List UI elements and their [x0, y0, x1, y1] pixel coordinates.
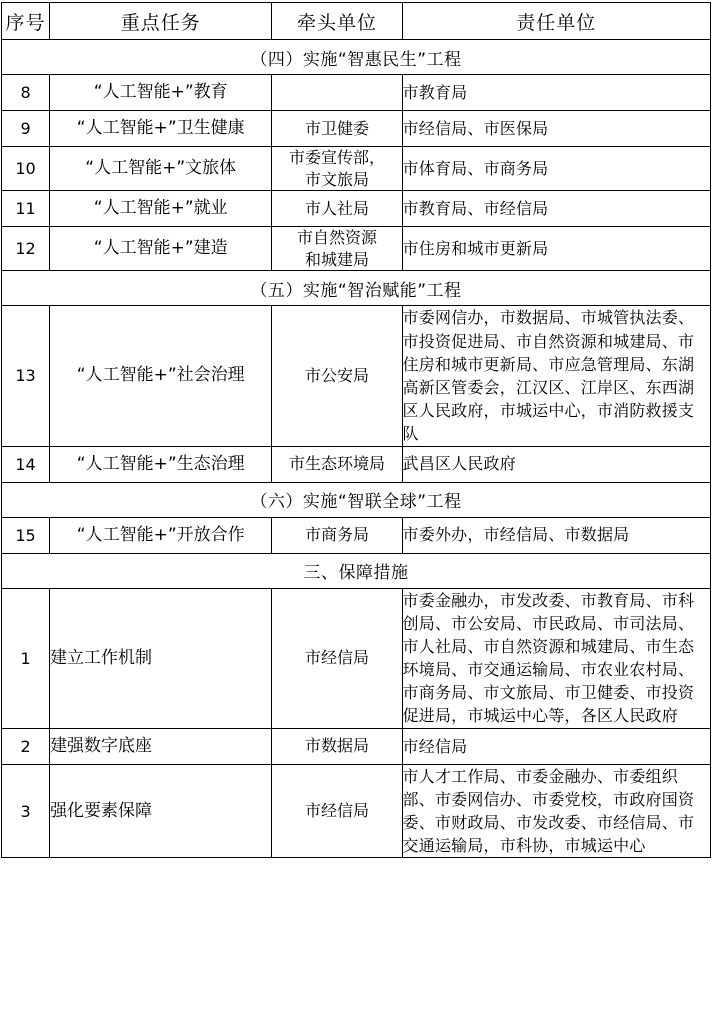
table-section-row: [2, 553, 711, 588]
header-cell-lead: 牵头单位: [272, 3, 402, 40]
table-row: [2, 147, 711, 191]
cell-lead-unit: [272, 75, 402, 111]
cell-sequence-number: 10: [2, 147, 50, 191]
table-row: [2, 75, 711, 111]
cell-responsible-units: 市住房和城市更新局: [402, 227, 710, 271]
header-cell-resp: 责任单位: [402, 3, 710, 40]
cell-sequence-number: 3: [2, 764, 50, 858]
cell-sequence-number: 15: [2, 517, 50, 553]
cell-sequence-number: 11: [2, 191, 50, 227]
table-section-row: [2, 271, 711, 306]
cell-lead-unit: 市经信局: [272, 588, 402, 728]
cell-responsible-units: 市经信局、市医保局: [402, 111, 710, 147]
cell-key-task: “人工智能+”社会治理: [50, 306, 272, 446]
cell-sequence-number: 2: [2, 728, 50, 764]
cell-responsible-units: 市体育局、市商务局: [402, 147, 710, 191]
cell-responsible-units: 市委外办，市经信局、市数据局: [402, 517, 710, 553]
cell-lead-unit: 市数据局: [272, 728, 402, 764]
table-row: [2, 191, 711, 227]
section-title: （六）实施“智联全球”工程: [2, 482, 711, 517]
section-title: 三、保障措施: [2, 553, 711, 588]
table-row: [2, 517, 711, 553]
cell-lead-unit: 市委宣传部， 市文旅局: [272, 147, 402, 191]
table-header-row: [2, 3, 711, 40]
cell-lead-unit: 市卫健委: [272, 111, 402, 147]
cell-key-task: 建立工作机制: [50, 588, 272, 728]
table-row: [2, 306, 711, 446]
cell-lead-unit: 市人社局: [272, 191, 402, 227]
table-row: [2, 728, 711, 764]
section-title: （五）实施“智治赋能”工程: [2, 271, 711, 306]
cell-sequence-number: 1: [2, 588, 50, 728]
cell-key-task: “人工智能+”文旅体: [50, 147, 272, 191]
cell-responsible-units: 市教育局、市经信局: [402, 191, 710, 227]
cell-responsible-units: 市委金融办，市发改委、市教育局、市科创局、市公安局、市民政局、市司法局、市人社局、市自然资源和城建局、市生态环境局、市交通运输局、市农业农村局、市商务局、市文旅局、市卫健委、市投资促进局，市城运中心等，各区人民政府: [402, 588, 710, 728]
cell-lead-unit: 市经信局: [272, 764, 402, 858]
cell-lead-unit: 市自然资源 和城建局: [272, 227, 402, 271]
cell-sequence-number: 9: [2, 111, 50, 147]
cell-key-task: “人工智能+”卫生健康: [50, 111, 272, 147]
cell-key-task: “人工智能+”就业: [50, 191, 272, 227]
cell-key-task: 建强数字底座: [50, 728, 272, 764]
cell-lead-unit: 市生态环境局: [272, 446, 402, 482]
table-section-row: [2, 482, 711, 517]
cell-responsible-units: 市委网信办，市数据局、市城管执法委、市投资促进局、市自然资源和城建局、市住房和城市更新局、市应急管理局、东湖高新区管委会，江汉区、江岸区、东西湖区人民政府，市城运中心，市消防救援支队: [402, 306, 710, 446]
cell-key-task: 强化要素保障: [50, 764, 272, 858]
cell-responsible-units: 市经信局: [402, 728, 710, 764]
cell-lead-unit: 市公安局: [272, 306, 402, 446]
table-row: [2, 764, 711, 858]
cell-sequence-number: 13: [2, 306, 50, 446]
cell-key-task: “人工智能+”生态治理: [50, 446, 272, 482]
header-cell-no: 序号: [2, 3, 50, 40]
cell-key-task: “人工智能+”教育: [50, 75, 272, 111]
header-cell-task: 重点任务: [50, 3, 272, 40]
cell-sequence-number: 14: [2, 446, 50, 482]
cell-responsible-units: 市人才工作局、市委金融办、市委组织部、市委网信办、市委党校，市政府国资委、市财政局、市发改委、市经信局、市交通运输局，市科协，市城运中心: [402, 764, 710, 858]
cell-key-task: “人工智能+”建造: [50, 227, 272, 271]
cell-responsible-units: 市教育局: [402, 75, 710, 111]
section-title: （四）实施“智惠民生”工程: [2, 40, 711, 75]
table-section-row: [2, 40, 711, 75]
table-row: [2, 446, 711, 482]
table-row: [2, 227, 711, 271]
table-body: [2, 40, 711, 858]
cell-sequence-number: 8: [2, 75, 50, 111]
cell-responsible-units: 武昌区人民政府: [402, 446, 710, 482]
table-row: [2, 111, 711, 147]
cell-key-task: “人工智能+”开放合作: [50, 517, 272, 553]
cell-lead-unit: 市商务局: [272, 517, 402, 553]
task-table: [1, 2, 711, 858]
table-row: [2, 588, 711, 728]
cell-sequence-number: 12: [2, 227, 50, 271]
